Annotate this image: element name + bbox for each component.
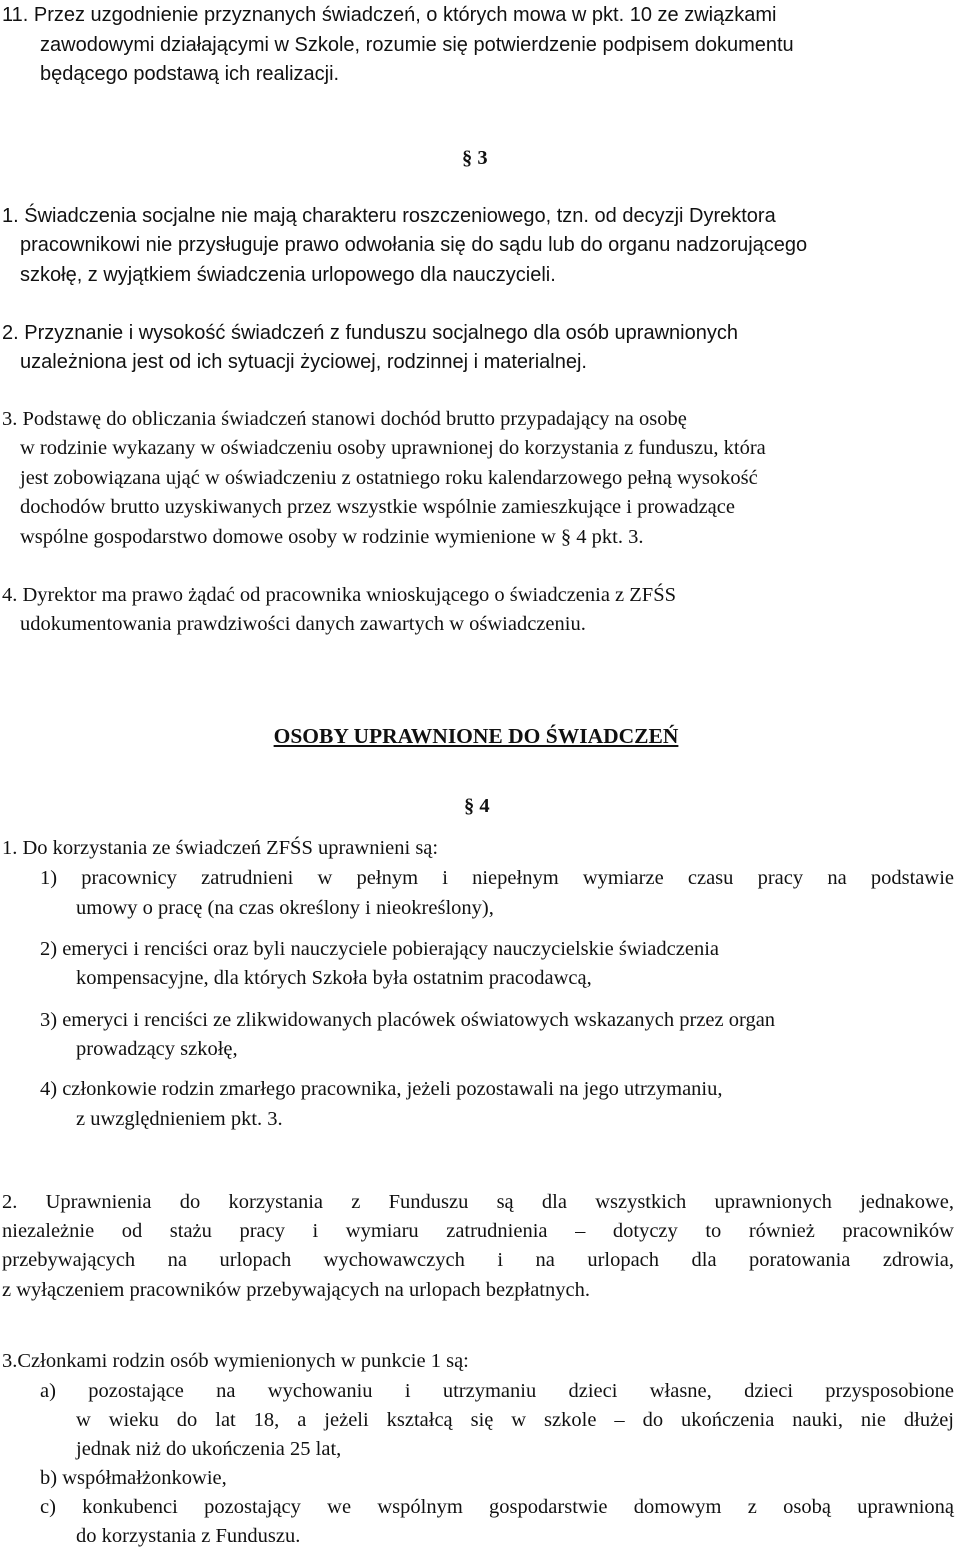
section-heading: OSOBY UPRAWNIONE DO ŚWIADCZEŃ xyxy=(273,724,679,748)
paragraph-11-line-2: zawodowymi działającymi w Szkole, rozumie się potwierdzenie podpisem dokumentu xyxy=(40,34,794,56)
paragraph-11-line-1: 11. Przez uzgodnienie przyznanych świadczeń, o których mowa w pkt. 10 ze związkami xyxy=(2,4,777,26)
sec4-point-1: 1. Do korzystania ze świadczeń ZFŚS uprawnieni są: xyxy=(2,837,439,859)
sec4-point-3: 3.Członkami rodzin osób wymienionych w punkcie 1 są: xyxy=(2,1350,469,1372)
sec4-point-2-line-2: niezależnie od stażu pracy i wymiaru zatrudnienia – dotyczy to również pracowników xyxy=(2,1220,954,1242)
list-item-b: b) współmałżonkowie, xyxy=(40,1467,227,1489)
paragraph-11-line-3: będącego podstawą ich realizacji. xyxy=(40,63,340,85)
sec3-item-3-line-1: 3. Podstawę do obliczania świadczeń stanowi dochód brutto przypadający na osobę xyxy=(2,408,687,430)
sec4-point-2-line-4: z wyłączeniem pracowników przebywających na urlopach bezpłatnych. xyxy=(2,1279,590,1301)
sec4-point-2-line-3: przebywających na urlopach wychowawczych i na urlopach dla poratowania zdrowia, xyxy=(2,1249,954,1271)
sec4-point-2-line-1: 2. Uprawnienia do korzystania z Funduszu są dla wszystkich uprawnionych jednakowe, xyxy=(2,1191,954,1213)
list-item-2-line-1: 2) emeryci i renciści oraz byli nauczyciele pobierający nauczycielskie świadczenia xyxy=(40,938,719,960)
sec3-item-1-line-1: 1. Świadczenia socjalne nie mają charakteru roszczeniowego, tzn. od decyzji Dyrektora xyxy=(2,205,776,227)
sec3-item-4-line-2: udokumentowania prawdziwości danych zawartych w oświadczeniu. xyxy=(20,613,586,635)
sec3-item-3-line-2: w rodzinie wykazany w oświadczeniu osoby uprawnionej do korzystania z funduszu, która xyxy=(20,437,766,459)
list-item-1-line-2: umowy o pracę (na czas określony i nieokreślony), xyxy=(76,897,494,919)
list-item-4-line-1: 4) członkowie rodzin zmarłego pracownika, jeżeli pozostawali na jego utrzymaniu, xyxy=(40,1078,723,1100)
sec3-item-3-line-4: dochodów brutto uzyskiwanych przez wszystkie wspólnie zamieszkujące i prowadzące xyxy=(20,496,735,518)
list-item-1-line-1: 1) pracownicy zatrudnieni w pełnym i niepełnym wymiarze czasu pracy na podstawie xyxy=(40,867,954,889)
list-item-3-line-2: prowadzący szkołę, xyxy=(76,1038,238,1060)
list-item-3-line-1: 3) emeryci i renciści ze zlikwidowanych placówek oświatowych wskazanych przez organ xyxy=(40,1009,776,1031)
list-item-4-line-2: z uwzględnieniem pkt. 3. xyxy=(76,1108,283,1130)
list-item-a-line-1: a) pozostające na wychowaniu i utrzymaniu dzieci własne, dzieci przysposobione xyxy=(40,1380,954,1402)
list-item-2-line-2: kompensacyjne, dla których Szkoła była ostatnim pracodawcą, xyxy=(76,967,592,989)
list-item-a-line-3: jednak niż do ukończenia 25 lat, xyxy=(76,1438,342,1460)
sec3-item-3-line-5: wspólne gospodarstwo domowe osoby w rodzinie wymienione w § 4 pkt. 3. xyxy=(20,526,644,548)
sec3-item-4-line-1: 4. Dyrektor ma prawo żądać od pracownika wnioskującego o świadczenia z ZFŚS xyxy=(2,584,677,606)
section-3-sign: § 3 xyxy=(462,147,488,169)
list-item-a-line-2: w wieku do lat 18, a jeżeli kształcą się w szkole – do ukończenia nauki, nie dłużej xyxy=(76,1409,954,1431)
sec3-item-1-line-3: szkołę, z wyjątkiem świadczenia urlopowego dla nauczycieli. xyxy=(20,264,556,286)
sec3-item-2-line-2: uzależniona jest od ich sytuacji życiowej, rodzinnej i materialnej. xyxy=(20,351,587,373)
list-item-c-line-2: do korzystania z Funduszu. xyxy=(76,1525,301,1547)
list-item-c-line-1: c) konkubenci pozostający we wspólnym gospodarstwie domowym z osobą uprawnioną xyxy=(40,1496,954,1518)
sec3-item-1-line-2: pracownikowi nie przysługuje prawo odwołania się do sądu lub do organu nadzorującego xyxy=(20,234,808,256)
section-4-sign: § 4 xyxy=(464,795,490,817)
sec3-item-2-line-1: 2. Przyznanie i wysokość świadczeń z funduszu socjalnego dla osób uprawnionych xyxy=(2,322,738,344)
sec3-item-3-line-3: jest zobowiązana ująć w oświadczeniu z ostatniego roku kalendarzowego pełną wysokość xyxy=(20,467,758,489)
